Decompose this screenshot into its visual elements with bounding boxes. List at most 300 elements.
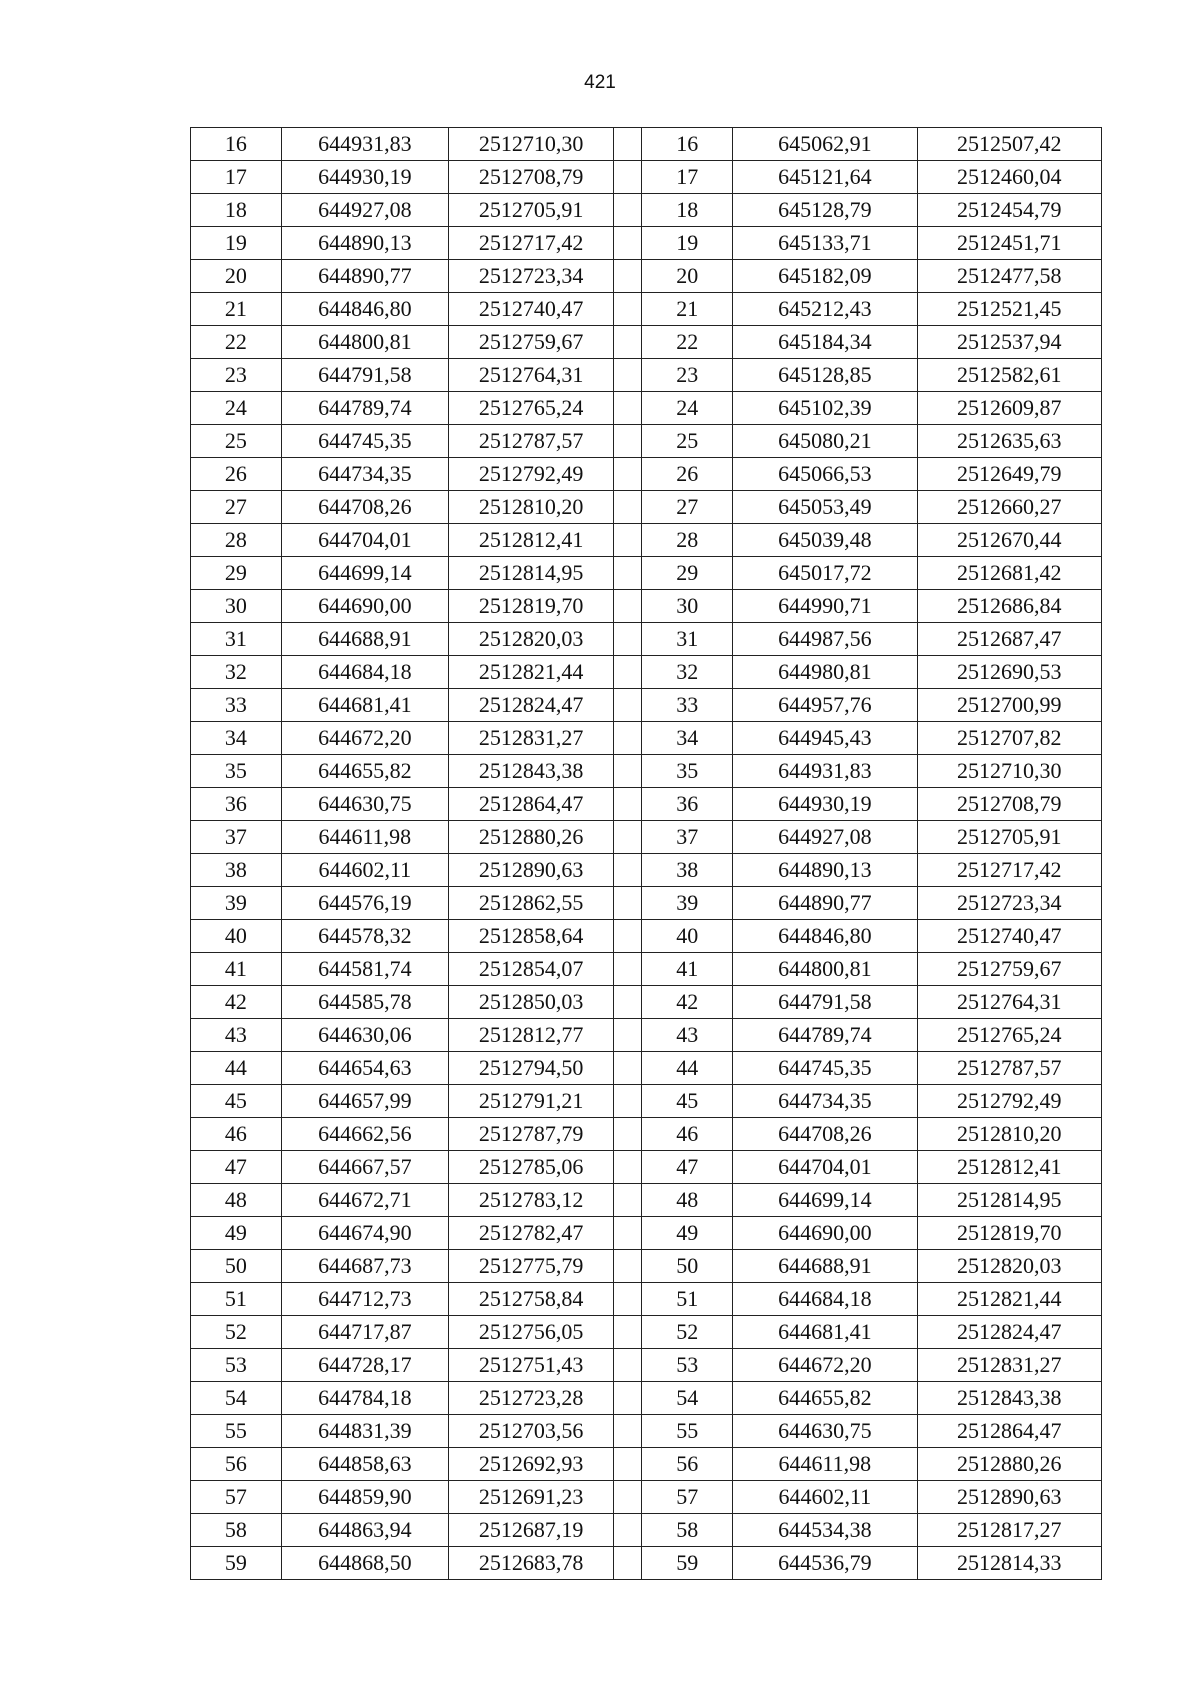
left-y-coordinate: 2512723,28 <box>448 1382 613 1415</box>
table-row <box>191 491 1102 524</box>
right-x-coordinate: 644987,56 <box>733 623 917 656</box>
left-x-coordinate: 644667,57 <box>281 1151 448 1184</box>
left-y-coordinate: 2512787,79 <box>448 1118 613 1151</box>
right-x-coordinate: 644890,77 <box>733 887 917 920</box>
left-x-coordinate: 644712,73 <box>281 1283 448 1316</box>
table-row <box>191 1019 1102 1052</box>
right-x-coordinate: 644789,74 <box>733 1019 917 1052</box>
right-point-number: 16 <box>642 128 733 161</box>
coordinates-table <box>190 127 1102 1580</box>
right-point-number: 53 <box>642 1349 733 1382</box>
table-row <box>191 920 1102 953</box>
table-row <box>191 359 1102 392</box>
left-point-number: 50 <box>191 1250 282 1283</box>
right-y-coordinate: 2512521,45 <box>917 293 1101 326</box>
right-point-number: 31 <box>642 623 733 656</box>
column-gap <box>614 821 642 854</box>
left-point-number: 49 <box>191 1217 282 1250</box>
left-x-coordinate: 644931,83 <box>281 128 448 161</box>
column-gap <box>614 227 642 260</box>
left-y-coordinate: 2512854,07 <box>448 953 613 986</box>
column-gap <box>614 458 642 491</box>
column-gap <box>614 557 642 590</box>
right-x-coordinate: 644704,01 <box>733 1151 917 1184</box>
left-y-coordinate: 2512683,78 <box>448 1547 613 1580</box>
table-row <box>191 227 1102 260</box>
right-point-number: 52 <box>642 1316 733 1349</box>
column-gap <box>614 1184 642 1217</box>
right-x-coordinate: 645128,85 <box>733 359 917 392</box>
right-point-number: 47 <box>642 1151 733 1184</box>
left-y-coordinate: 2512794,50 <box>448 1052 613 1085</box>
left-point-number: 22 <box>191 326 282 359</box>
right-y-coordinate: 2512890,63 <box>917 1481 1101 1514</box>
left-y-coordinate: 2512814,95 <box>448 557 613 590</box>
left-y-coordinate: 2512764,31 <box>448 359 613 392</box>
right-x-coordinate: 645128,79 <box>733 194 917 227</box>
column-gap <box>614 161 642 194</box>
left-x-coordinate: 644930,19 <box>281 161 448 194</box>
left-x-coordinate: 644734,35 <box>281 458 448 491</box>
table-row <box>191 1481 1102 1514</box>
right-point-number: 40 <box>642 920 733 953</box>
left-x-coordinate: 644662,56 <box>281 1118 448 1151</box>
left-x-coordinate: 644672,20 <box>281 722 448 755</box>
table-row <box>191 326 1102 359</box>
right-y-coordinate: 2512787,57 <box>917 1052 1101 1085</box>
right-x-coordinate: 644684,18 <box>733 1283 917 1316</box>
right-y-coordinate: 2512812,41 <box>917 1151 1101 1184</box>
table-row <box>191 1118 1102 1151</box>
column-gap <box>614 1547 642 1580</box>
table-row <box>191 1283 1102 1316</box>
table-row <box>191 623 1102 656</box>
left-point-number: 45 <box>191 1085 282 1118</box>
left-point-number: 17 <box>191 161 282 194</box>
left-point-number: 58 <box>191 1514 282 1547</box>
right-point-number: 45 <box>642 1085 733 1118</box>
coordinates-table-body <box>191 128 1102 1580</box>
column-gap <box>614 1283 642 1316</box>
table-row <box>191 260 1102 293</box>
left-y-coordinate: 2512692,93 <box>448 1448 613 1481</box>
right-point-number: 50 <box>642 1250 733 1283</box>
left-y-coordinate: 2512862,55 <box>448 887 613 920</box>
left-point-number: 24 <box>191 392 282 425</box>
right-y-coordinate: 2512707,82 <box>917 722 1101 755</box>
right-y-coordinate: 2512723,34 <box>917 887 1101 920</box>
left-y-coordinate: 2512756,05 <box>448 1316 613 1349</box>
right-x-coordinate: 645121,64 <box>733 161 917 194</box>
right-y-coordinate: 2512670,44 <box>917 524 1101 557</box>
left-point-number: 20 <box>191 260 282 293</box>
right-x-coordinate: 644602,11 <box>733 1481 917 1514</box>
right-point-number: 22 <box>642 326 733 359</box>
column-gap <box>614 260 642 293</box>
right-y-coordinate: 2512814,95 <box>917 1184 1101 1217</box>
left-point-number: 35 <box>191 755 282 788</box>
column-gap <box>614 1349 642 1382</box>
left-y-coordinate: 2512758,84 <box>448 1283 613 1316</box>
right-x-coordinate: 645212,43 <box>733 293 917 326</box>
right-point-number: 41 <box>642 953 733 986</box>
left-y-coordinate: 2512703,56 <box>448 1415 613 1448</box>
left-x-coordinate: 644687,73 <box>281 1250 448 1283</box>
table-row <box>191 1184 1102 1217</box>
left-point-number: 57 <box>191 1481 282 1514</box>
right-x-coordinate: 645133,71 <box>733 227 917 260</box>
table-row <box>191 392 1102 425</box>
left-point-number: 56 <box>191 1448 282 1481</box>
column-gap <box>614 1316 642 1349</box>
left-point-number: 21 <box>191 293 282 326</box>
left-x-coordinate: 644863,94 <box>281 1514 448 1547</box>
left-y-coordinate: 2512717,42 <box>448 227 613 260</box>
right-y-coordinate: 2512764,31 <box>917 986 1101 1019</box>
right-point-number: 36 <box>642 788 733 821</box>
right-y-coordinate: 2512705,91 <box>917 821 1101 854</box>
right-y-coordinate: 2512454,79 <box>917 194 1101 227</box>
right-y-coordinate: 2512759,67 <box>917 953 1101 986</box>
table-row <box>191 458 1102 491</box>
left-y-coordinate: 2512864,47 <box>448 788 613 821</box>
left-point-number: 48 <box>191 1184 282 1217</box>
left-x-coordinate: 644684,18 <box>281 656 448 689</box>
table-row <box>191 689 1102 722</box>
left-x-coordinate: 644630,06 <box>281 1019 448 1052</box>
right-y-coordinate: 2512451,71 <box>917 227 1101 260</box>
table-row <box>191 1349 1102 1382</box>
left-x-coordinate: 644602,11 <box>281 854 448 887</box>
right-x-coordinate: 645039,48 <box>733 524 917 557</box>
column-gap <box>614 854 642 887</box>
right-point-number: 23 <box>642 359 733 392</box>
left-point-number: 30 <box>191 590 282 623</box>
right-x-coordinate: 644927,08 <box>733 821 917 854</box>
column-gap <box>614 986 642 1019</box>
left-point-number: 47 <box>191 1151 282 1184</box>
right-x-coordinate: 644791,58 <box>733 986 917 1019</box>
column-gap <box>614 524 642 557</box>
left-x-coordinate: 644657,99 <box>281 1085 448 1118</box>
table-row <box>191 854 1102 887</box>
right-point-number: 37 <box>642 821 733 854</box>
column-gap <box>614 953 642 986</box>
right-y-coordinate: 2512831,27 <box>917 1349 1101 1382</box>
right-y-coordinate: 2512477,58 <box>917 260 1101 293</box>
left-point-number: 34 <box>191 722 282 755</box>
table-row <box>191 821 1102 854</box>
left-x-coordinate: 644717,87 <box>281 1316 448 1349</box>
column-gap <box>614 1382 642 1415</box>
column-gap <box>614 656 642 689</box>
left-point-number: 46 <box>191 1118 282 1151</box>
table-row <box>191 656 1102 689</box>
left-y-coordinate: 2512819,70 <box>448 590 613 623</box>
column-gap <box>614 491 642 524</box>
left-x-coordinate: 644688,91 <box>281 623 448 656</box>
right-point-number: 28 <box>642 524 733 557</box>
left-y-coordinate: 2512775,79 <box>448 1250 613 1283</box>
column-gap <box>614 326 642 359</box>
table-row <box>191 1514 1102 1547</box>
right-y-coordinate: 2512740,47 <box>917 920 1101 953</box>
left-x-coordinate: 644890,77 <box>281 260 448 293</box>
right-y-coordinate: 2512686,84 <box>917 590 1101 623</box>
left-y-coordinate: 2512880,26 <box>448 821 613 854</box>
right-x-coordinate: 644688,91 <box>733 1250 917 1283</box>
left-x-coordinate: 644800,81 <box>281 326 448 359</box>
right-x-coordinate: 645182,09 <box>733 260 917 293</box>
left-point-number: 32 <box>191 656 282 689</box>
table-row <box>191 293 1102 326</box>
left-x-coordinate: 644690,00 <box>281 590 448 623</box>
table-row <box>191 986 1102 1019</box>
table-row <box>191 1250 1102 1283</box>
left-x-coordinate: 644585,78 <box>281 986 448 1019</box>
left-y-coordinate: 2512824,47 <box>448 689 613 722</box>
left-point-number: 41 <box>191 953 282 986</box>
left-point-number: 43 <box>191 1019 282 1052</box>
table-row <box>191 887 1102 920</box>
right-y-coordinate: 2512649,79 <box>917 458 1101 491</box>
column-gap <box>614 788 642 821</box>
right-y-coordinate: 2512765,24 <box>917 1019 1101 1052</box>
right-point-number: 27 <box>642 491 733 524</box>
left-y-coordinate: 2512812,41 <box>448 524 613 557</box>
left-x-coordinate: 644654,63 <box>281 1052 448 1085</box>
left-y-coordinate: 2512890,63 <box>448 854 613 887</box>
column-gap <box>614 392 642 425</box>
left-y-coordinate: 2512759,67 <box>448 326 613 359</box>
left-y-coordinate: 2512812,77 <box>448 1019 613 1052</box>
left-point-number: 36 <box>191 788 282 821</box>
left-y-coordinate: 2512791,21 <box>448 1085 613 1118</box>
right-x-coordinate: 644957,76 <box>733 689 917 722</box>
right-x-coordinate: 645066,53 <box>733 458 917 491</box>
right-point-number: 43 <box>642 1019 733 1052</box>
right-y-coordinate: 2512819,70 <box>917 1217 1101 1250</box>
right-y-coordinate: 2512843,38 <box>917 1382 1101 1415</box>
left-y-coordinate: 2512810,20 <box>448 491 613 524</box>
right-y-coordinate: 2512817,27 <box>917 1514 1101 1547</box>
page-number: 421 <box>584 72 616 93</box>
right-y-coordinate: 2512635,63 <box>917 425 1101 458</box>
left-x-coordinate: 644655,82 <box>281 755 448 788</box>
left-y-coordinate: 2512785,06 <box>448 1151 613 1184</box>
right-y-coordinate: 2512810,20 <box>917 1118 1101 1151</box>
right-y-coordinate: 2512660,27 <box>917 491 1101 524</box>
right-point-number: 25 <box>642 425 733 458</box>
column-gap <box>614 194 642 227</box>
left-x-coordinate: 644927,08 <box>281 194 448 227</box>
table-row <box>191 161 1102 194</box>
left-x-coordinate: 644890,13 <box>281 227 448 260</box>
right-x-coordinate: 645102,39 <box>733 392 917 425</box>
left-point-number: 55 <box>191 1415 282 1448</box>
right-y-coordinate: 2512792,49 <box>917 1085 1101 1118</box>
left-x-coordinate: 644728,17 <box>281 1349 448 1382</box>
table-row <box>191 194 1102 227</box>
left-point-number: 23 <box>191 359 282 392</box>
left-point-number: 51 <box>191 1283 282 1316</box>
right-x-coordinate: 644611,98 <box>733 1448 917 1481</box>
right-y-coordinate: 2512880,26 <box>917 1448 1101 1481</box>
left-point-number: 54 <box>191 1382 282 1415</box>
column-gap <box>614 1514 642 1547</box>
left-point-number: 28 <box>191 524 282 557</box>
right-y-coordinate: 2512460,04 <box>917 161 1101 194</box>
right-x-coordinate: 644734,35 <box>733 1085 917 1118</box>
left-point-number: 26 <box>191 458 282 491</box>
right-x-coordinate: 644800,81 <box>733 953 917 986</box>
right-x-coordinate: 644534,38 <box>733 1514 917 1547</box>
column-gap <box>614 128 642 161</box>
right-point-number: 29 <box>642 557 733 590</box>
table-row <box>191 425 1102 458</box>
table-row <box>191 524 1102 557</box>
right-x-coordinate: 645053,49 <box>733 491 917 524</box>
left-x-coordinate: 644708,26 <box>281 491 448 524</box>
table-row <box>191 788 1102 821</box>
left-x-coordinate: 644745,35 <box>281 425 448 458</box>
table-row <box>191 557 1102 590</box>
right-y-coordinate: 2512824,47 <box>917 1316 1101 1349</box>
left-point-number: 44 <box>191 1052 282 1085</box>
left-y-coordinate: 2512850,03 <box>448 986 613 1019</box>
table-row <box>191 1085 1102 1118</box>
left-point-number: 25 <box>191 425 282 458</box>
right-y-coordinate: 2512609,87 <box>917 392 1101 425</box>
left-y-coordinate: 2512792,49 <box>448 458 613 491</box>
table-row <box>191 590 1102 623</box>
right-x-coordinate: 645062,91 <box>733 128 917 161</box>
left-point-number: 33 <box>191 689 282 722</box>
left-x-coordinate: 644699,14 <box>281 557 448 590</box>
column-gap <box>614 755 642 788</box>
left-point-number: 16 <box>191 128 282 161</box>
right-point-number: 24 <box>642 392 733 425</box>
table-row <box>191 1448 1102 1481</box>
column-gap <box>614 293 642 326</box>
right-point-number: 21 <box>642 293 733 326</box>
right-x-coordinate: 644980,81 <box>733 656 917 689</box>
right-x-coordinate: 644990,71 <box>733 590 917 623</box>
table-row <box>191 128 1102 161</box>
left-y-coordinate: 2512831,27 <box>448 722 613 755</box>
right-x-coordinate: 644890,13 <box>733 854 917 887</box>
right-point-number: 59 <box>642 1547 733 1580</box>
column-gap <box>614 1481 642 1514</box>
left-point-number: 39 <box>191 887 282 920</box>
left-point-number: 40 <box>191 920 282 953</box>
right-x-coordinate: 645184,34 <box>733 326 917 359</box>
left-x-coordinate: 644789,74 <box>281 392 448 425</box>
table-row <box>191 1151 1102 1184</box>
left-point-number: 19 <box>191 227 282 260</box>
right-y-coordinate: 2512864,47 <box>917 1415 1101 1448</box>
right-point-number: 58 <box>642 1514 733 1547</box>
left-x-coordinate: 644576,19 <box>281 887 448 920</box>
left-y-coordinate: 2512687,19 <box>448 1514 613 1547</box>
left-x-coordinate: 644672,71 <box>281 1184 448 1217</box>
column-gap <box>614 359 642 392</box>
left-point-number: 59 <box>191 1547 282 1580</box>
right-y-coordinate: 2512821,44 <box>917 1283 1101 1316</box>
left-y-coordinate: 2512751,43 <box>448 1349 613 1382</box>
right-point-number: 19 <box>642 227 733 260</box>
right-x-coordinate: 644745,35 <box>733 1052 917 1085</box>
column-gap <box>614 1250 642 1283</box>
right-point-number: 18 <box>642 194 733 227</box>
left-point-number: 18 <box>191 194 282 227</box>
right-point-number: 56 <box>642 1448 733 1481</box>
right-point-number: 55 <box>642 1415 733 1448</box>
left-y-coordinate: 2512821,44 <box>448 656 613 689</box>
table-row <box>191 1217 1102 1250</box>
right-y-coordinate: 2512820,03 <box>917 1250 1101 1283</box>
right-x-coordinate: 644681,41 <box>733 1316 917 1349</box>
left-x-coordinate: 644611,98 <box>281 821 448 854</box>
right-point-number: 39 <box>642 887 733 920</box>
left-x-coordinate: 644846,80 <box>281 293 448 326</box>
right-y-coordinate: 2512681,42 <box>917 557 1101 590</box>
table-row <box>191 1382 1102 1415</box>
left-x-coordinate: 644868,50 <box>281 1547 448 1580</box>
right-point-number: 46 <box>642 1118 733 1151</box>
right-point-number: 30 <box>642 590 733 623</box>
table-row <box>191 953 1102 986</box>
right-x-coordinate: 644630,75 <box>733 1415 917 1448</box>
right-x-coordinate: 644945,43 <box>733 722 917 755</box>
right-y-coordinate: 2512814,33 <box>917 1547 1101 1580</box>
column-gap <box>614 1415 642 1448</box>
right-y-coordinate: 2512537,94 <box>917 326 1101 359</box>
column-gap <box>614 722 642 755</box>
table-row <box>191 755 1102 788</box>
right-x-coordinate: 644672,20 <box>733 1349 917 1382</box>
left-x-coordinate: 644704,01 <box>281 524 448 557</box>
right-point-number: 57 <box>642 1481 733 1514</box>
right-point-number: 33 <box>642 689 733 722</box>
left-point-number: 31 <box>191 623 282 656</box>
left-x-coordinate: 644581,74 <box>281 953 448 986</box>
left-x-coordinate: 644630,75 <box>281 788 448 821</box>
column-gap <box>614 1052 642 1085</box>
right-x-coordinate: 644708,26 <box>733 1118 917 1151</box>
right-y-coordinate: 2512690,53 <box>917 656 1101 689</box>
right-x-coordinate: 644536,79 <box>733 1547 917 1580</box>
column-gap <box>614 887 642 920</box>
column-gap <box>614 920 642 953</box>
right-y-coordinate: 2512700,99 <box>917 689 1101 722</box>
column-gap <box>614 425 642 458</box>
right-x-coordinate: 644655,82 <box>733 1382 917 1415</box>
table-row <box>191 1415 1102 1448</box>
column-gap <box>614 1448 642 1481</box>
left-y-coordinate: 2512858,64 <box>448 920 613 953</box>
left-y-coordinate: 2512820,03 <box>448 623 613 656</box>
column-gap <box>614 590 642 623</box>
right-y-coordinate: 2512582,61 <box>917 359 1101 392</box>
left-y-coordinate: 2512723,34 <box>448 260 613 293</box>
left-x-coordinate: 644784,18 <box>281 1382 448 1415</box>
right-point-number: 34 <box>642 722 733 755</box>
left-y-coordinate: 2512740,47 <box>448 293 613 326</box>
left-point-number: 42 <box>191 986 282 1019</box>
table-row <box>191 1316 1102 1349</box>
right-y-coordinate: 2512507,42 <box>917 128 1101 161</box>
